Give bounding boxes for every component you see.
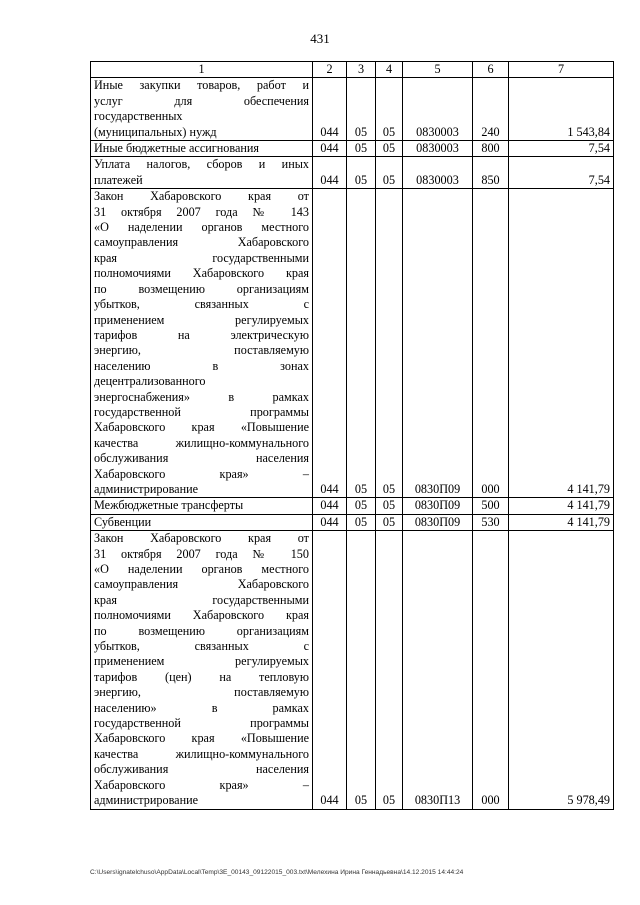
- expense-type-cell: 240: [473, 78, 509, 141]
- chapter-code-cell: 044: [313, 141, 347, 157]
- item-name-line: тарифов (цен) на тепловую: [94, 669, 309, 684]
- chapter-code-cell: 044: [313, 189, 347, 498]
- expense-type-cell: 000: [473, 189, 509, 498]
- target-article-cell: 0830003: [403, 78, 473, 141]
- header-cell: 5: [403, 62, 473, 78]
- amount-cell: 7,54: [509, 157, 614, 189]
- item-name-line: государственной программы: [94, 716, 309, 731]
- item-name-line: края государственными: [94, 250, 309, 265]
- item-name-line: государственных: [94, 109, 183, 124]
- chapter-code-cell: 044: [313, 78, 347, 141]
- table-row: [91, 531, 614, 809]
- item-name-line: децентрализованного: [94, 374, 206, 389]
- item-name-line: Межбюджетные трансферты: [94, 498, 244, 513]
- item-name-line: энергию, поставляемую: [94, 685, 309, 700]
- chapter-code-cell: 044: [313, 157, 347, 189]
- item-name-line: услуг для обеспечения: [94, 93, 309, 108]
- item-name-cell: [91, 141, 313, 157]
- item-name-line: 31 октября 2007 года № 143: [94, 204, 309, 219]
- header-cell: 4: [376, 62, 403, 78]
- item-name-line: обслуживания населения: [94, 762, 309, 777]
- item-name-line: самоуправления Хабаровского: [94, 577, 309, 592]
- item-name-cell: [91, 498, 313, 514]
- header-cell: 6: [473, 62, 509, 78]
- item-name-line: качества жилищно-коммунального: [94, 435, 309, 450]
- item-name-line: Закон Хабаровского края от: [94, 531, 309, 546]
- item-name-line: тарифов на электрическую: [94, 327, 309, 342]
- section-cell: 05: [347, 514, 376, 530]
- item-name-line: убытков, связанных с: [94, 639, 309, 654]
- item-name-line: «О наделении органов местного: [94, 220, 309, 235]
- subsection-cell: 05: [376, 189, 403, 498]
- section-cell: 05: [347, 141, 376, 157]
- subsection-cell: 05: [376, 514, 403, 530]
- chapter-code-cell: 044: [313, 531, 347, 809]
- item-name-line: государственной программы: [94, 404, 309, 419]
- amount-cell: 7,54: [509, 141, 614, 157]
- item-name-line: качества жилищно-коммунального: [94, 746, 309, 761]
- table-row: [91, 78, 614, 141]
- item-name-line: Хабаровского края «Повышение: [94, 731, 309, 746]
- section-cell: 05: [347, 189, 376, 498]
- item-name-line: администрирование: [94, 793, 199, 808]
- target-article-cell: 0830003: [403, 157, 473, 189]
- item-name-line: полномочиями Хабаровского края: [94, 608, 309, 623]
- item-name-line: по возмещению организациям: [94, 281, 309, 296]
- amount-cell: 4 141,79: [509, 189, 614, 498]
- item-name-cell: [91, 189, 313, 498]
- budget-table: [90, 61, 614, 810]
- section-cell: 05: [347, 78, 376, 141]
- page-number: 431: [310, 31, 330, 46]
- subsection-cell: 05: [376, 78, 403, 141]
- target-article-cell: 0830П09: [403, 189, 473, 498]
- item-name-line: применением регулируемых: [94, 654, 309, 669]
- item-name-line: 31 октября 2007 года № 150: [94, 546, 309, 561]
- item-name-line: Уплата налогов, сборов и иных: [94, 157, 309, 172]
- item-name-line: администрирование: [94, 481, 199, 496]
- item-name-line: Субвенции: [94, 514, 152, 529]
- item-name-line: населению в зонах: [94, 358, 309, 373]
- header-cell: 3: [347, 62, 376, 78]
- section-cell: 05: [347, 157, 376, 189]
- item-name-line: «О наделении органов местного: [94, 562, 309, 576]
- subsection-cell: 05: [376, 531, 403, 809]
- expense-type-cell: 500: [473, 498, 509, 514]
- item-name-line: по возмещению организациям: [94, 623, 309, 638]
- subsection-cell: 05: [376, 141, 403, 157]
- item-name-line: энергию, поставляемую: [94, 343, 309, 358]
- item-name-line: Хабаровского края» –: [94, 777, 309, 792]
- item-name-line: населению» в рамках: [94, 700, 309, 715]
- item-name-line: края государственными: [94, 592, 309, 607]
- item-name-line: применением регулируемых: [94, 312, 309, 327]
- header-cell: 2: [313, 62, 347, 78]
- chapter-code-cell: 044: [313, 514, 347, 530]
- item-name-line: Закон Хабаровского края от: [94, 189, 309, 204]
- target-article-cell: 0830П09: [403, 514, 473, 530]
- amount-cell: 5 978,49: [509, 531, 614, 809]
- item-name-line: убытков, связанных с: [94, 297, 309, 312]
- item-name-line: (муниципальных) нужд: [94, 124, 217, 139]
- item-name-line: Хабаровского края «Повышение: [94, 420, 309, 435]
- amount-cell: 4 141,79: [509, 514, 614, 530]
- amount-cell: 1 543,84: [509, 78, 614, 141]
- item-name-line: Хабаровского края» –: [94, 466, 309, 481]
- expense-type-cell: 000: [473, 531, 509, 809]
- item-name-cell: [91, 531, 313, 809]
- target-article-cell: 0830П09: [403, 498, 473, 514]
- subsection-cell: 05: [376, 157, 403, 189]
- item-name-line: обслуживания населения: [94, 451, 309, 466]
- item-name-line: Иные закупки товаров, работ и: [94, 78, 309, 93]
- expense-type-cell: 800: [473, 141, 509, 157]
- section-cell: 05: [347, 531, 376, 809]
- item-name-line: самоуправления Хабаровского: [94, 235, 309, 250]
- expense-type-cell: 850: [473, 157, 509, 189]
- table-row: [91, 141, 614, 157]
- table-row: [91, 189, 614, 498]
- item-name-line: платежей: [94, 172, 143, 187]
- target-article-cell: 0830П13: [403, 531, 473, 809]
- item-name-line: полномочиями Хабаровского края: [94, 266, 309, 281]
- section-cell: 05: [347, 498, 376, 514]
- subsection-cell: 05: [376, 498, 403, 514]
- item-name-cell: [91, 514, 313, 530]
- table-row: [91, 514, 614, 530]
- amount-cell: 4 141,79: [509, 498, 614, 514]
- expense-type-cell: 530: [473, 514, 509, 530]
- header-row: [91, 62, 614, 78]
- table-row: [91, 157, 614, 189]
- table-row: [91, 498, 614, 514]
- item-name-cell: [91, 157, 313, 189]
- item-name-line: Иные бюджетные ассигнования: [94, 141, 260, 156]
- target-article-cell: 0830003: [403, 141, 473, 157]
- item-name-cell: [91, 78, 313, 141]
- header-cell: 7: [509, 62, 614, 78]
- header-cell: 1: [91, 62, 313, 78]
- file-path-footer: C:\Users\ignatelchuso\AppData\Local\Temp\3E_00143_09122015_003.txt\Мелехина Ирина Геннадьевна\14.12.2015 14:44:24: [90, 869, 464, 876]
- chapter-code-cell: 044: [313, 498, 347, 514]
- item-name-line: энергоснабжения» в рамках: [94, 389, 309, 404]
